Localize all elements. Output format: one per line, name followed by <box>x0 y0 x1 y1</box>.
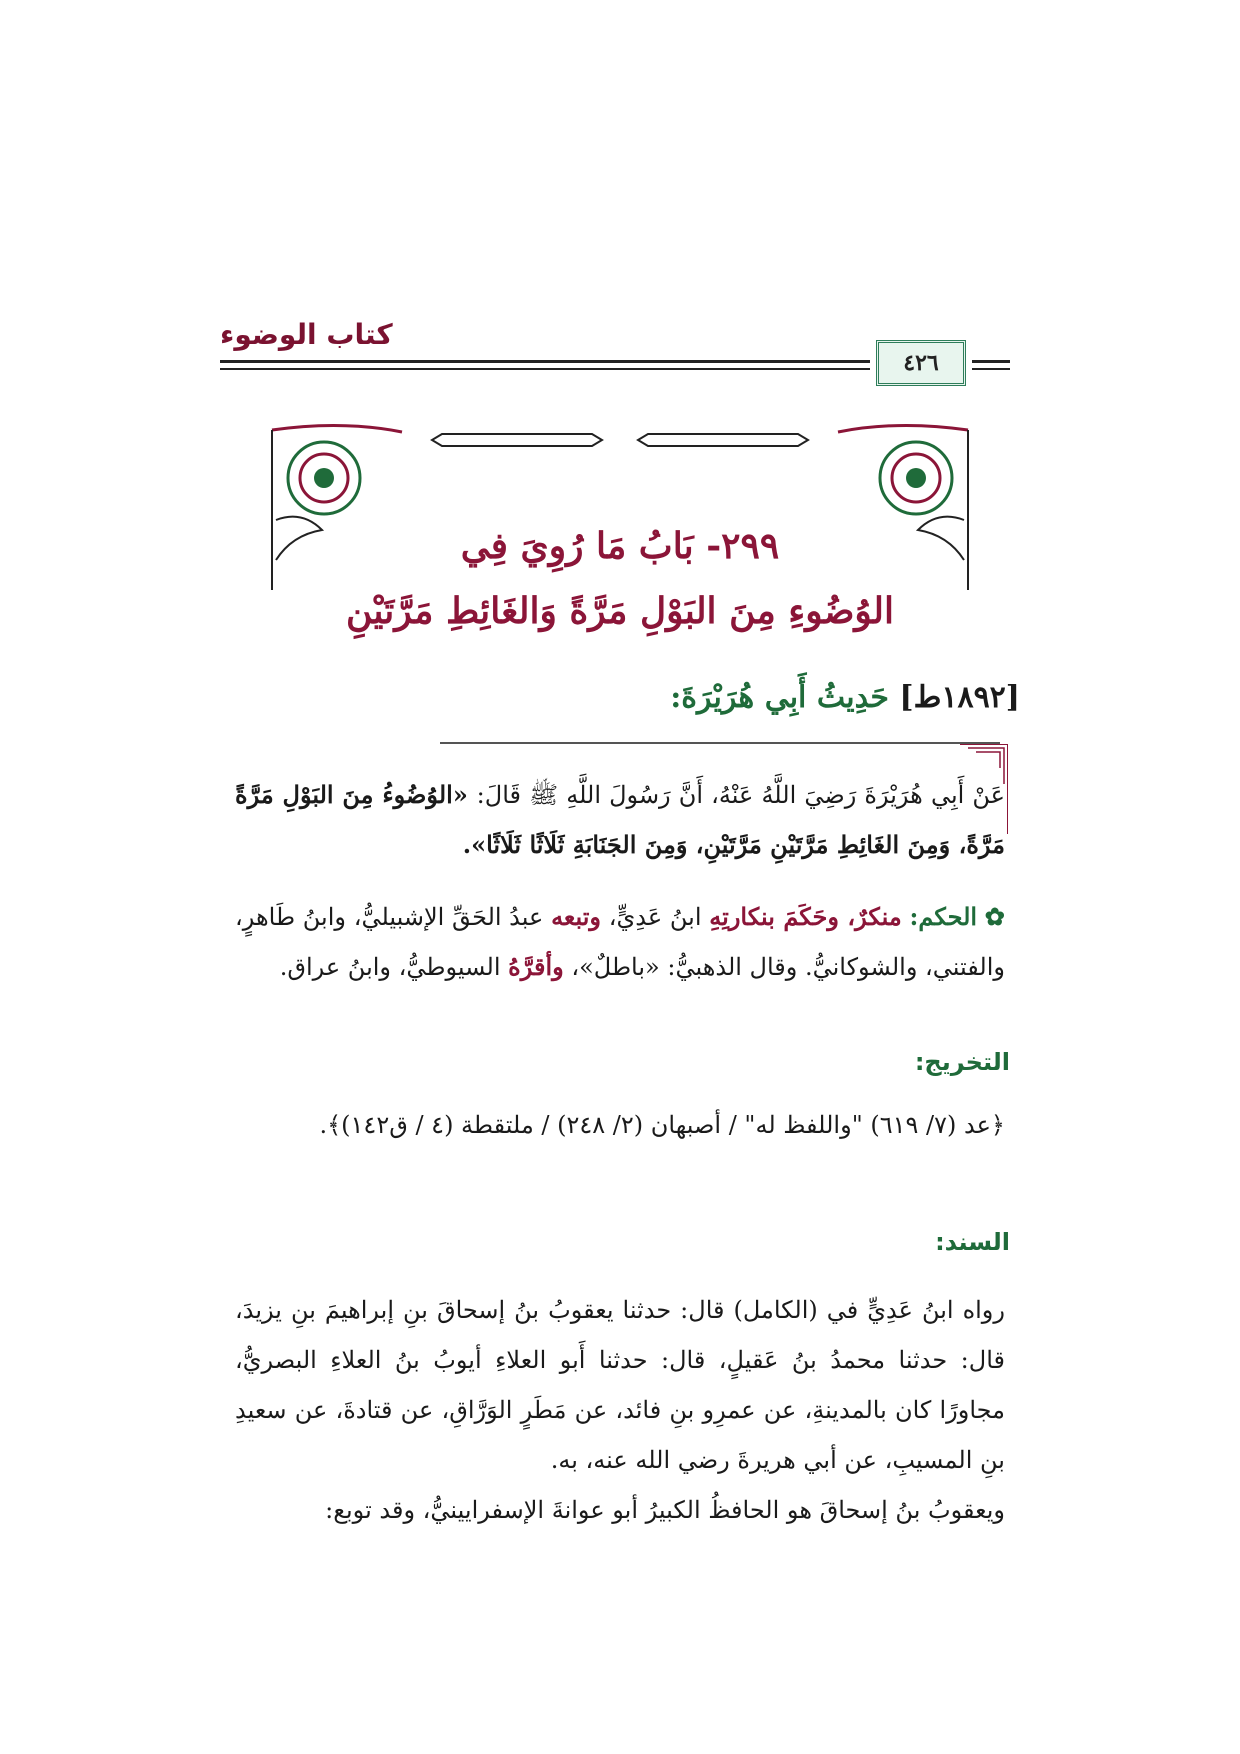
hukm-approve: وأقرَّهُ <box>508 952 564 981</box>
hukm-verdict: منكرٌ، وحَكَمَ بنكارتِهِ <box>709 902 902 931</box>
flower-icon: ✿ <box>984 902 1005 931</box>
hukm-text-3: السيوطيُّ، وابنُ عراق. <box>279 953 501 981</box>
hadith-matn <box>235 770 1005 870</box>
takhrij-label: التخريج: <box>914 1048 1010 1076</box>
matn-intro: عَنْ أَبِي هُرَيْرَةَ رَضِيَ اللَّهُ عَنْهُ، أَنَّ رَسُولَ اللَّهِ ﷺ قَالَ: <box>476 781 1005 809</box>
chapter-ornament-frame <box>262 420 978 595</box>
sanad-label: السند: <box>935 1228 1010 1256</box>
hadith-title: حَدِيثُ أَبِي هُرَيْرَةَ: <box>670 680 889 715</box>
page-number: ٤٢٦ <box>903 350 939 376</box>
hukm-label: الحكم: <box>909 902 978 931</box>
hadith-number: [١٨٩٢ط] <box>899 680 1020 715</box>
hukm-paragraph <box>235 892 1005 992</box>
hukm-follow: وتبعه <box>551 902 602 931</box>
header-rule-top <box>220 360 870 363</box>
note-text: ويعقوبُ بنُ إسحاقَ هو الحافظُ الكبيرُ أبو عوانةَ الإسفرايينيُّ، وقد توبع: <box>325 1496 1005 1524</box>
running-title: كتاب الوضوء <box>220 318 393 351</box>
hukm-text-2: عبدُ الحَقِّ الإشبيليُّ، وابنُ طَاهرٍ، والفتني، والشوكانيُّ. وقال الذهبيُّ: «باطلٌ»، <box>235 903 1005 981</box>
top-cartouche-icon <box>432 434 808 446</box>
header-rule-right-bottom <box>972 368 1010 370</box>
chapter-title-line-1: ٢٩٩- بَابُ مَا رُوِيَ فِي <box>460 525 780 567</box>
matn-text: «الوُضُوءُ مِنَ البَوْلِ مَرَّةً مَرَّةً، وَمِنَ الغَائِطِ مَرَّتَيْنِ مَرَّتَيْنِ، وَمِنَ الجَنَابَةِ ثَلَاثًا ثَلَاثًا». <box>235 780 1005 859</box>
takhrij-text: ﴿عد (٧/ ٦١٩) "واللفظ له" / أصبهان (٢/ ٢٤٨) / ملتقطة (٤ / ق١٤٢)﴾. <box>319 1111 1005 1139</box>
page-number-box <box>876 340 966 386</box>
sanad-text: رواه ابنُ عَدِيٍّ في (الكامل) قال: حدثنا يعقوبُ بنُ إسحاقَ بنِ إبراهيمَ بنِ يزيدَ، قال: حدثنا محمدُ بنُ عَقيلٍ، قال: حدثنا أَبو العلاءِ أيوبُ بنُ العلاءِ البصريُّ، مجاورًا كان بالمدينةِ، عن عمرِو بنِ فائد، عن مَطَرٍ الوَرَّاقِ، عن قتادةَ، عن سعيدِ بنِ المسيبِ، عن أبي هريرةَ رضي الله عنه، به. <box>235 1296 1005 1474</box>
header-rule-right-top <box>972 360 1010 363</box>
hadith-rule <box>440 742 1000 744</box>
hukm-text-1: ابنُ عَدِيٍّ، <box>608 903 702 931</box>
header-rule-bottom <box>220 368 870 370</box>
hadith-heading <box>500 680 1020 715</box>
chapter-title-line-2: الوُضُوءِ مِنَ البَوْلِ مَرَّةً وَالغَائِطِ مَرَّتَيْنِ <box>346 590 894 632</box>
